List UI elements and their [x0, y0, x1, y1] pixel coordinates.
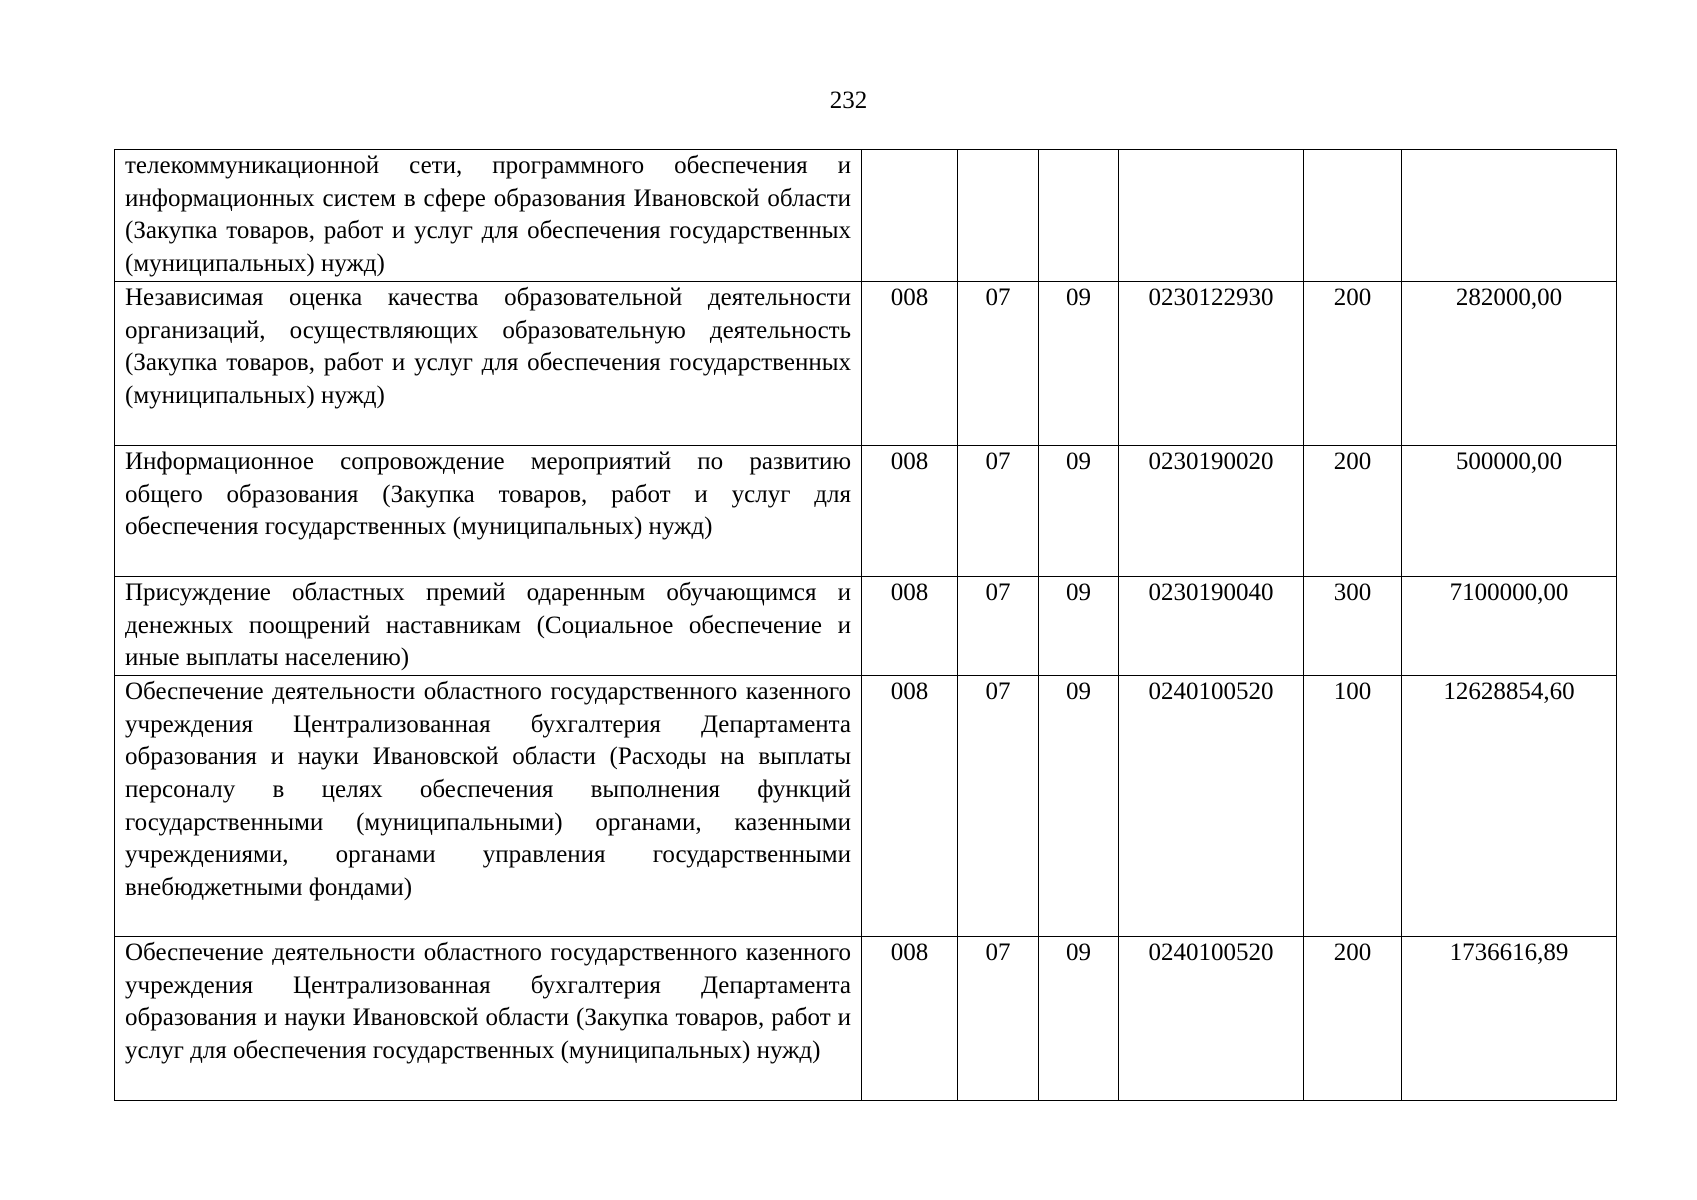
section-code: 07: [958, 936, 1039, 1100]
expense-type-code: 200: [1304, 281, 1402, 445]
ministry-code: 008: [862, 576, 958, 675]
expense-name: Независимая оценка качества образовательной деятельности организаций, осуществляющих образовательную деятельность (Закупка товаров, работ и услуг для обеспечения государственных (муниципальных) нужд): [115, 281, 862, 445]
section-code: 07: [958, 281, 1039, 445]
target-article-code: 0230190040: [1119, 576, 1304, 675]
target-article-code: 0230190020: [1119, 445, 1304, 576]
budget-table: [114, 149, 1617, 1101]
expense-name: Обеспечение деятельности областного государственного казенного учреждения Централизованная бухгалтерия Департамента образования и науки Ивановской области (Закупка товаров, работ и услуг для обеспечения государственных (муниципальных) нужд): [115, 936, 862, 1100]
amount: 500000,00: [1402, 445, 1617, 576]
table-row: [115, 281, 1617, 445]
target-article-code: 0240100520: [1119, 675, 1304, 936]
subsection-code: 09: [1039, 281, 1119, 445]
ministry-code: 008: [862, 445, 958, 576]
ministry-code: 008: [862, 936, 958, 1100]
section-code: 07: [958, 675, 1039, 936]
expense-type-code: 200: [1304, 936, 1402, 1100]
amount: [1402, 150, 1617, 282]
table-row: [115, 936, 1617, 1100]
section-code: 07: [958, 576, 1039, 675]
amount: 282000,00: [1402, 281, 1617, 445]
table-row: [115, 150, 1617, 282]
table-row: [115, 445, 1617, 576]
ministry-code: [862, 150, 958, 282]
section-code: [958, 150, 1039, 282]
expense-type-code: 200: [1304, 445, 1402, 576]
ministry-code: 008: [862, 675, 958, 936]
expense-name: Информационное сопровождение мероприятий по развитию общего образования (Закупка товаров, работ и услуг для обеспечения государственных (муниципальных) нужд): [115, 445, 862, 576]
ministry-code: 008: [862, 281, 958, 445]
amount: 7100000,00: [1402, 576, 1617, 675]
expense-type-code: [1304, 150, 1402, 282]
table-row: [115, 675, 1617, 936]
subsection-code: 09: [1039, 445, 1119, 576]
expense-type-code: 100: [1304, 675, 1402, 936]
subsection-code: 09: [1039, 576, 1119, 675]
subsection-code: [1039, 150, 1119, 282]
amount: 12628854,60: [1402, 675, 1617, 936]
subsection-code: 09: [1039, 936, 1119, 1100]
table-row: [115, 576, 1617, 675]
subsection-code: 09: [1039, 675, 1119, 936]
page-number: 232: [829, 87, 868, 114]
expense-name: телекоммуникационной сети, программного обеспечения и информационных систем в сфере образования Ивановской области (Закупка товаров, работ и услуг для обеспечения государственных (муниципальных) нужд): [115, 150, 862, 282]
section-code: 07: [958, 445, 1039, 576]
target-article-code: 0230122930: [1119, 281, 1304, 445]
amount: 1736616,89: [1402, 936, 1617, 1100]
expense-name: Обеспечение деятельности областного государственного казенного учреждения Централизованная бухгалтерия Департамента образования и науки Ивановской области (Расходы на выплаты персоналу в целях обеспечения выполнения функций государственными (муниципальными) органами, казенными учреждениями, органами управления государственными внебюджетными фондами): [115, 675, 862, 936]
expense-name: Присуждение областных премий одаренным обучающимся и денежных поощрений наставникам (Социальное обеспечение и иные выплаты населению): [115, 576, 862, 675]
expense-type-code: 300: [1304, 576, 1402, 675]
target-article-code: [1119, 150, 1304, 282]
target-article-code: 0240100520: [1119, 936, 1304, 1100]
